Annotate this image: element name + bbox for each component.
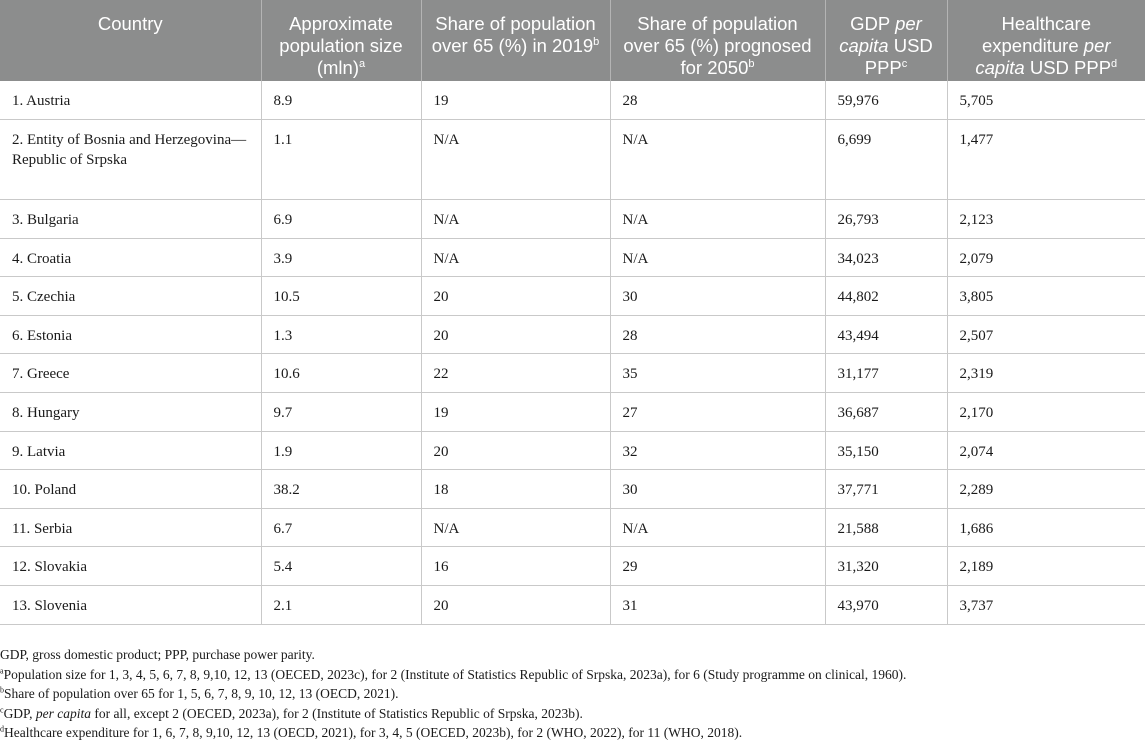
cell-population: 2.1 — [261, 586, 421, 625]
cell-share-2050: 35 — [610, 354, 825, 393]
table-row — [0, 277, 1145, 316]
footnote-c: $^c$GDP, per capita for all, except 2 (OECED, 2023a), for 2 (Institute of Statistics Republic of Srpska, 2023b). — [0, 705, 583, 721]
cell-share-2019: 20 — [421, 315, 610, 354]
cell-share-2019: N/A — [421, 238, 610, 277]
header-healthcare: Healthcare expenditure per capita USD PPP$^d$ — [947, 0, 1145, 81]
table-row — [0, 315, 1145, 354]
footnote-abbreviations: GDP, gross domestic product; PPP, purchase power parity. — [0, 647, 315, 662]
cell-share-2050: N/A — [610, 120, 825, 200]
cell-population: 1.9 — [261, 431, 421, 470]
cell-country: 11. Serbia — [0, 508, 261, 547]
cell-share-2019: 20 — [421, 277, 610, 316]
table-footnotes — [0, 645, 1145, 743]
cell-population: 5.4 — [261, 547, 421, 586]
cell-population: 10.6 — [261, 354, 421, 393]
table-row — [0, 508, 1145, 547]
cell-healthcare: 2,319 — [947, 354, 1145, 393]
cell-country: 8. Hungary — [0, 393, 261, 432]
cell-healthcare: 3,805 — [947, 277, 1145, 316]
header-country: Country — [0, 0, 261, 81]
cell-share-2050: N/A — [610, 200, 825, 239]
cell-share-2050: N/A — [610, 508, 825, 547]
cell-share-2019: 18 — [421, 470, 610, 509]
cell-country: 3. Bulgaria — [0, 200, 261, 239]
cell-gdp: 26,793 — [825, 200, 947, 239]
cell-share-2050: 31 — [610, 586, 825, 625]
cell-country: 7. Greece — [0, 354, 261, 393]
cell-healthcare: 2,189 — [947, 547, 1145, 586]
cell-country: 12. Slovakia — [0, 547, 261, 586]
footnote-d: $^d$Healthcare expenditure for 1, 6, 7, 8, 9,10, 12, 13 (OECD, 2021), for 3, 4, 5 (OECED, 2023b), for 2 (WHO, 2022), for 11 (WHO, 2018). — [0, 724, 743, 741]
cell-country: 2. Entity of Bosnia and Herzegovina—Republic of Srpska — [0, 120, 261, 200]
cell-country: 9. Latvia — [0, 431, 261, 470]
cell-population: 8.9 — [261, 81, 421, 120]
cell-share-2019: 20 — [421, 586, 610, 625]
cell-share-2019: N/A — [421, 120, 610, 200]
cell-gdp: 44,802 — [825, 277, 947, 316]
cell-country: 6. Estonia — [0, 315, 261, 354]
table-row — [0, 431, 1145, 470]
cell-share-2050: 28 — [610, 81, 825, 120]
cell-country: 13. Slovenia — [0, 586, 261, 625]
cell-healthcare: 2,289 — [947, 470, 1145, 509]
cell-country: 1. Austria — [0, 81, 261, 120]
cell-share-2050: N/A — [610, 238, 825, 277]
cell-share-2019: 16 — [421, 547, 610, 586]
table-row — [0, 354, 1145, 393]
cell-healthcare: 2,079 — [947, 238, 1145, 277]
header-population: Approximate population size $(mln)^a$ — [261, 0, 421, 81]
cell-gdp: 6,699 — [825, 120, 947, 200]
cell-share-2019: N/A — [421, 200, 610, 239]
cell-gdp: 36,687 — [825, 393, 947, 432]
table-row — [0, 200, 1145, 239]
table-row — [0, 81, 1145, 120]
cell-healthcare: 1,686 — [947, 508, 1145, 547]
cell-healthcare: 2,170 — [947, 393, 1145, 432]
footnote-a: $^a$Population size for 1, 3, 4, 5, 6, 7, 8, 9,10, 12, 13 (OECED, 2023c), for 2 (Institute of Statistics Republic of Srpska, 2023a), for 6 (Study programme on clinical, 1960). — [0, 666, 907, 682]
cell-gdp: 43,494 — [825, 315, 947, 354]
cell-share-2019: 19 — [421, 81, 610, 120]
cell-population: 9.7 — [261, 393, 421, 432]
cell-share-2050: 28 — [610, 315, 825, 354]
cell-gdp: 31,320 — [825, 547, 947, 586]
table-header — [0, 0, 1145, 81]
cell-healthcare: 3,737 — [947, 586, 1145, 625]
cell-population: 1.3 — [261, 315, 421, 354]
cell-gdp: 34,023 — [825, 238, 947, 277]
cell-share-2050: 30 — [610, 277, 825, 316]
cell-population: 38.2 — [261, 470, 421, 509]
cell-gdp: 37,771 — [825, 470, 947, 509]
table-row — [0, 547, 1145, 586]
cell-healthcare: 1,477 — [947, 120, 1145, 200]
cell-share-2019: 22 — [421, 354, 610, 393]
table-body — [0, 81, 1145, 624]
cell-population: 10.5 — [261, 277, 421, 316]
cell-healthcare: 2,074 — [947, 431, 1145, 470]
cell-population: 1.1 — [261, 120, 421, 200]
cell-population: 6.9 — [261, 200, 421, 239]
cell-gdp: 31,177 — [825, 354, 947, 393]
cell-share-2050: 27 — [610, 393, 825, 432]
cell-population: 3.9 — [261, 238, 421, 277]
table-row — [0, 120, 1145, 200]
cell-share-2050: 30 — [610, 470, 825, 509]
cell-gdp: 43,970 — [825, 586, 947, 625]
cell-healthcare: 2,507 — [947, 315, 1145, 354]
cell-healthcare: 2,123 — [947, 200, 1145, 239]
table-row — [0, 586, 1145, 625]
cell-share-2019: N/A — [421, 508, 610, 547]
cell-share-2050: 29 — [610, 547, 825, 586]
header-gdp: GDP per capita USD PPP$^c$ — [825, 0, 947, 81]
cell-gdp: 35,150 — [825, 431, 947, 470]
footnote-b: $^b$Share of population over 65 for 1, 5, 6, 7, 8, 9, 10, 12, 13 (OECD, 2021). — [0, 685, 399, 702]
cell-country: 10. Poland — [0, 470, 261, 509]
cell-country: 5. Czechia — [0, 277, 261, 316]
table-row — [0, 238, 1145, 277]
cell-population: 6.7 — [261, 508, 421, 547]
cell-share-2019: 20 — [421, 431, 610, 470]
cell-gdp: 59,976 — [825, 81, 947, 120]
table-row — [0, 393, 1145, 432]
cell-share-2050: 32 — [610, 431, 825, 470]
header-share-2050: Share of population over 65 (%) prognosed for 2050$^b$ — [610, 0, 825, 81]
cell-gdp: 21,588 — [825, 508, 947, 547]
cell-healthcare: 5,705 — [947, 81, 1145, 120]
cell-country: 4. Croatia — [0, 238, 261, 277]
table-row — [0, 470, 1145, 509]
cell-share-2019: 19 — [421, 393, 610, 432]
header-share-2019: Share of population over 65 (%) in 2019$^b$ — [421, 0, 610, 81]
